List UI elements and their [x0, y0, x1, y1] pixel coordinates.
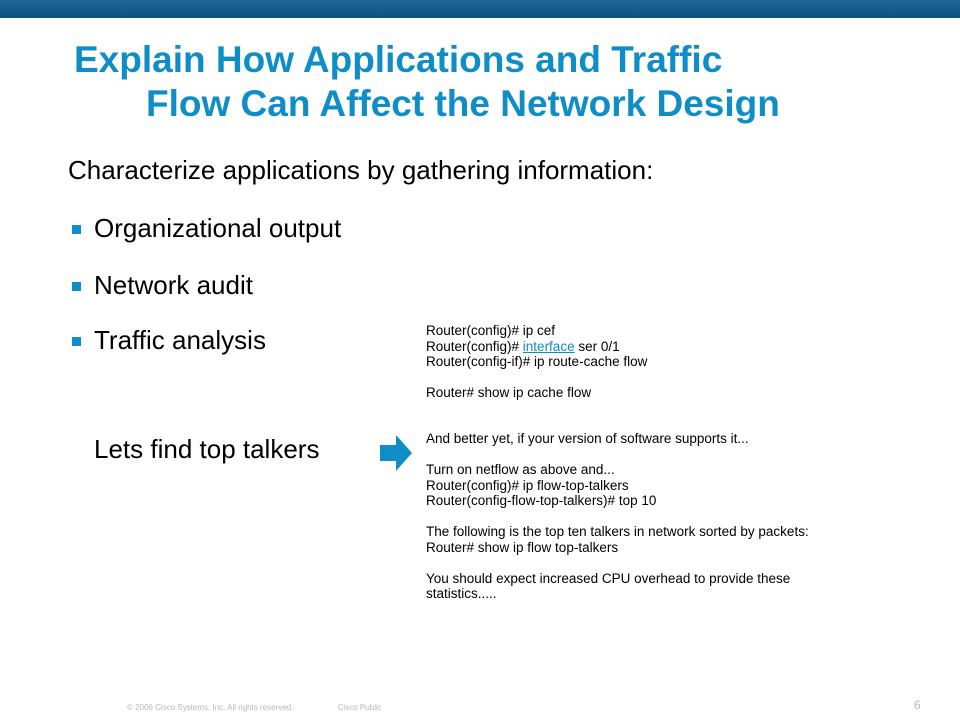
code-line: Router(config)# ip flow-top-talkers: [426, 477, 629, 493]
code-suffix: ser 0/1: [574, 338, 620, 354]
blank-line: [426, 401, 856, 417]
command-notes: [426, 323, 856, 602]
bullet-item: [72, 270, 253, 301]
code-line: statistics.....: [426, 586, 497, 601]
code-line: Turn on netflow as above and...: [426, 462, 615, 477]
intro-text: Characterize applications by gathering information:: [68, 155, 654, 185]
blank-line: [426, 555, 856, 571]
title-line-1: Explain How Applications and Traffic: [74, 39, 723, 80]
code-line: Router# show ip flow top-talkers: [426, 539, 619, 555]
code-line: The following is the top ten talkers in network sorted by packets:: [426, 524, 809, 539]
footer: [127, 703, 382, 712]
code-prefix: Router(config)#: [426, 338, 523, 354]
bullet-text: Traffic analysis: [94, 325, 266, 355]
classification-text: Cisco Public: [337, 703, 382, 712]
interface-link[interactable]: interface: [522, 338, 575, 354]
bullet-square-icon: [72, 282, 81, 291]
code-line: Router(config-flow-top-talkers)# top 10: [426, 493, 657, 508]
top-talkers-text: Lets find top talkers: [94, 434, 320, 464]
code-line: Router(config)# ip cef: [426, 323, 556, 338]
code-line: Router# show ip cache flow: [426, 385, 592, 400]
blank-line: [426, 370, 856, 386]
code-line: And better yet, if your version of software supports it...: [426, 431, 749, 446]
bullet-item: [72, 325, 266, 356]
bullet-text: Organizational output: [94, 213, 342, 243]
title-line-2: Flow Can Affect the Network Design: [146, 83, 780, 124]
blank-line: [426, 447, 856, 463]
bullet-text: Network audit: [94, 270, 253, 300]
blank-line: [426, 509, 856, 525]
bullet-square-icon: [72, 225, 81, 234]
code-line: [426, 339, 856, 355]
bullet-item: [72, 213, 341, 244]
code-line: You should expect increased CPU overhead to provide these: [426, 570, 791, 586]
code-line: Router(config-if)# ip route-cache flow: [426, 354, 648, 369]
page-number: 6: [914, 698, 921, 712]
right-arrow-icon: [380, 435, 412, 471]
slide-title: [74, 38, 934, 126]
top-banner: [0, 0, 960, 18]
copyright-text: © 2006 Cisco Systems, Inc. All rights reserved.: [127, 703, 294, 712]
bullet-square-icon: [72, 337, 81, 346]
